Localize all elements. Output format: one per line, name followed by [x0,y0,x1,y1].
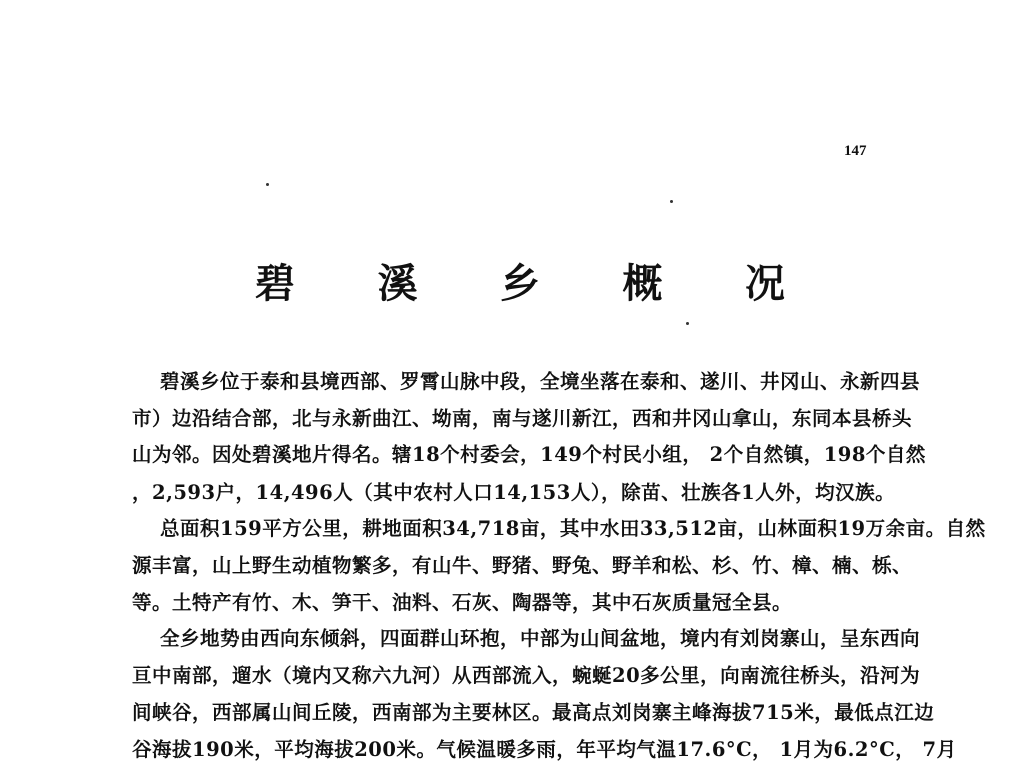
text-line: ，2,593户，14,496人（其中农村人口14,153人），除苗、壮族各1人外，均汉族。 [132,481,896,504]
text-line: 总面积159平方公里，耕地面积34,718亩，其中水田33,512亩，山林面积19万余亩。自然 [160,517,986,540]
text-line: 间峡谷，西部属山间丘陵，西南部为主要林区。最高点刘岗寨主峰海拔715米，最低点江边 [132,701,935,724]
text-line: 等。土特产有竹、木、笋干、油料、石灰、陶器等，其中石灰质量冠全县。 [132,591,793,614]
text-line: 全乡地势由西向东倾斜，四面群山环抱，中部为山间盆地，境内有刘岗寨山，呈东西向 [160,627,921,650]
page-number: 147 [844,143,867,159]
text-line: 碧溪乡位于泰和县境西部、罗霄山脉中段，全境坐落在泰和、遂川、井冈山、永新四县 [160,370,921,393]
page-title [255,255,785,305]
title-char: 概 [622,259,663,307]
text-line: 山为邻。因处碧溪地片得名。辖18个村委会，149个村民小组， 2个自然镇，198个自然 [132,443,926,466]
scan-speck [266,183,269,186]
scan-speck [686,322,689,325]
scan-speck [670,200,673,203]
title-char: 碧 [255,259,295,307]
title-char: 乡 [500,259,540,307]
text-line: 亘中南部，遛水（境内又称六九河）从西部流入，蜿蜒20多公里，向南流往桥头，沿河为 [132,664,921,687]
text-line: 市）边沿结合部，北与永新曲江、坳南，南与遂川新江，西和井冈山拿山，东同本县桥头 [132,407,913,430]
text-line: 谷海拔190米，平均海拔200米。气候温暖多雨，年平均气温17.6°C， 1月为6.2°C， 7月 [132,738,957,761]
title-char: 溪 [377,259,418,307]
text-line: 源丰富，山上野生动植物繁多，有山牛、野猪、野兔、野羊和松、杉、竹、樟、楠、栎、 [132,554,913,577]
title-char: 况 [745,259,785,307]
